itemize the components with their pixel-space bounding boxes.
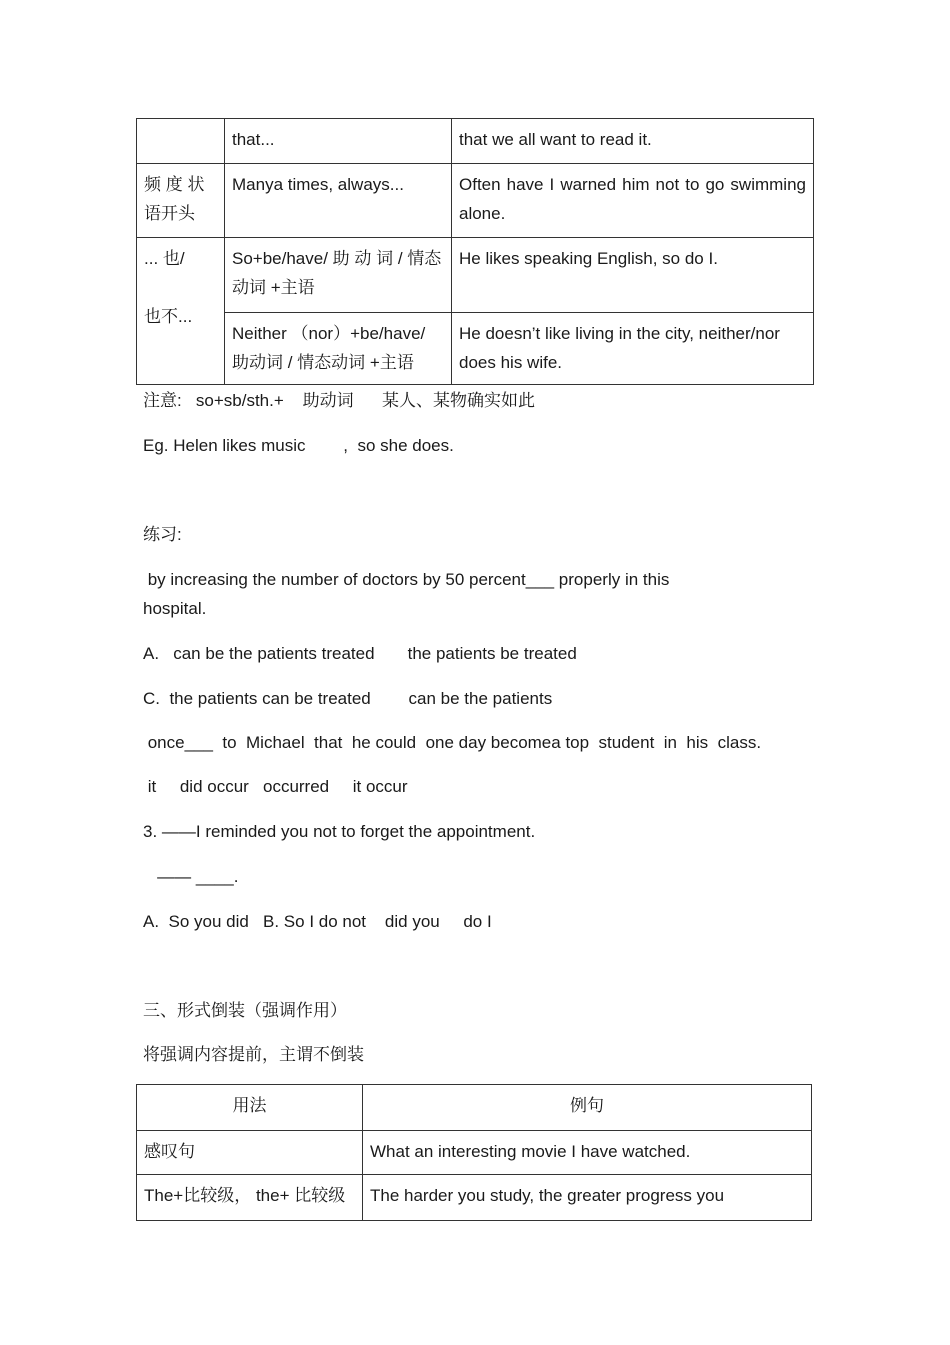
table-row bbox=[137, 238, 814, 313]
table-row bbox=[137, 119, 814, 164]
table-cell: What an interesting movie I have watched. bbox=[363, 1131, 812, 1175]
table-cell: 感叹句 bbox=[137, 1131, 363, 1175]
table-row bbox=[137, 313, 814, 385]
question-1-text-cont: hospital. bbox=[143, 599, 207, 618]
table-cell: The+比较级， the+ 比较级 bbox=[137, 1175, 363, 1221]
question-1-text: by increasing the number of doctors by 50 percent___ properly in this bbox=[143, 570, 670, 589]
table-cell: Often have I warned him not to go swimming alone. bbox=[452, 164, 814, 238]
question-1-options-ab: A. can be the patients treated the patients be treated bbox=[143, 644, 577, 663]
table-cell: ... 也/ 也不... bbox=[137, 238, 225, 385]
question-2-text: once___ to Michael that he could one day becomea top student in his class. bbox=[143, 733, 762, 752]
table-header-row bbox=[137, 1085, 812, 1131]
question-3-answer-blank: —— ____. bbox=[143, 867, 239, 886]
section-heading: 三、形式倒装（强调作用） bbox=[143, 1001, 347, 1020]
table-cell: Neither （nor）+be/have/ 助动词 / 情态动词 +主语 bbox=[225, 313, 452, 385]
section-description: 将强调内容提前，主谓不倒装 bbox=[143, 1045, 364, 1064]
table-cell: The harder you study, the greater progress you bbox=[363, 1175, 812, 1221]
exercise-heading: 练习: bbox=[143, 525, 182, 544]
table-cell: Manya times, always... bbox=[225, 164, 452, 238]
example-text: Eg. Helen likes music , so she does. bbox=[143, 436, 454, 455]
formal-inversion-table bbox=[136, 1084, 812, 1221]
inversion-usage-table bbox=[136, 118, 814, 385]
question-2-options: it did occur occurred it occur bbox=[143, 777, 408, 796]
table-cell: that... bbox=[225, 119, 452, 164]
table-cell bbox=[137, 119, 225, 164]
table-cell: So+be/have/ 助 动 词 / 情态动词 +主语 bbox=[225, 238, 452, 313]
note-text: 注意: so+sb/sth.+ 助动词 某人、某物确实如此 bbox=[143, 391, 536, 410]
table-cell: He likes speaking English, so do I. bbox=[452, 238, 814, 313]
column-header-example: 例句 bbox=[363, 1085, 812, 1131]
table-row bbox=[137, 1131, 812, 1175]
question-3-text: 3. ——I reminded you not to forget the appointment. bbox=[143, 822, 536, 841]
question-1-options-cd: C. the patients can be treated can be the patients bbox=[143, 689, 553, 708]
table-row bbox=[137, 164, 814, 238]
question-3-options: A. So you did B. So I do not did you do I bbox=[143, 912, 492, 931]
table-cell: that we all want to read it. bbox=[452, 119, 814, 164]
table-cell: 频 度 状 语开头 bbox=[137, 164, 225, 238]
table-row bbox=[137, 1175, 812, 1221]
column-header-usage: 用法 bbox=[137, 1085, 363, 1131]
table-cell: He doesn’t like living in the city, neither/nor does his wife. bbox=[452, 313, 814, 385]
